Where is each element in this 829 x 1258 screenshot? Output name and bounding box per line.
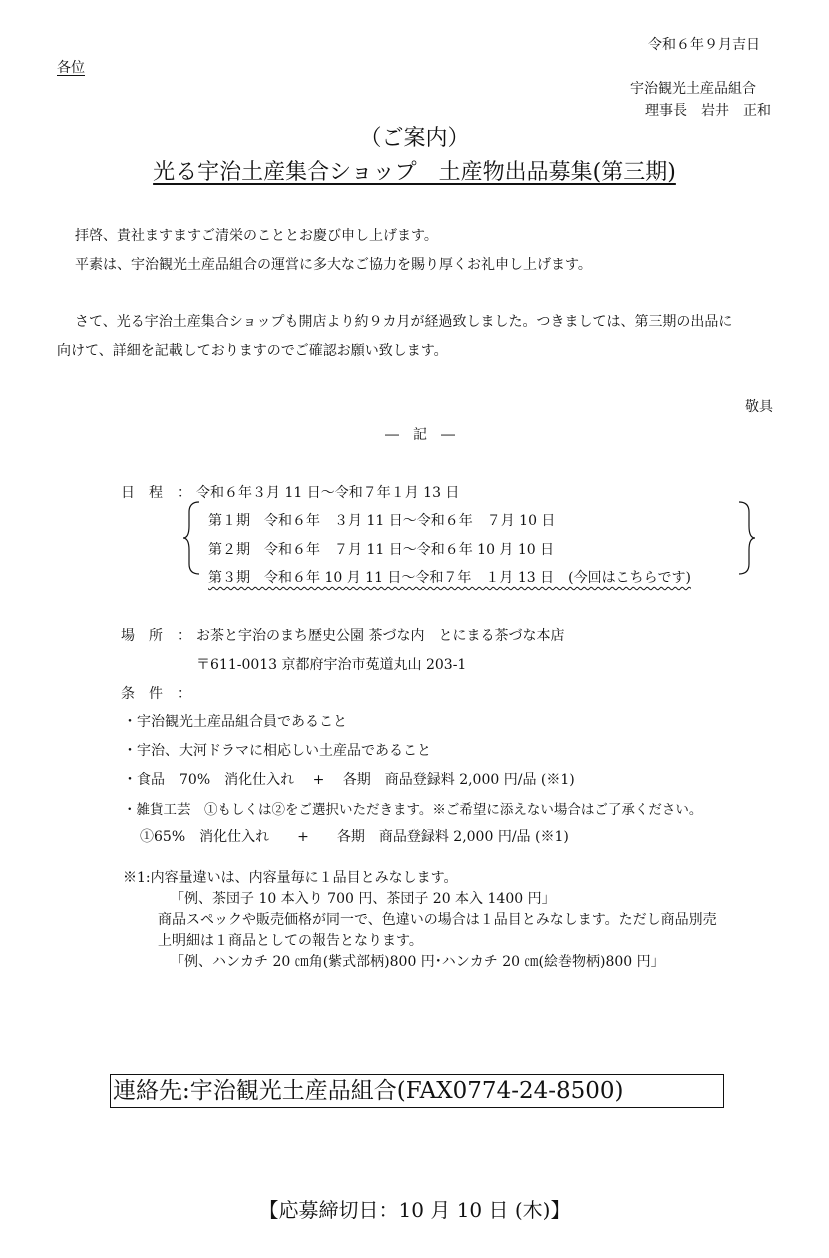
contact-box: 連絡先:宇治観光土産品組合(FAX0774-24-8500) <box>110 1074 724 1108</box>
period-3-current: 第３期 令和６年 10 月 11 日～令和７年 １月 13 日 (今回はこちらです) <box>208 570 691 586</box>
note-line: 「例、茶団子 10 本入り 700 円、茶団子 20 本入 1400 円」 <box>170 891 556 907</box>
greeting-1: 拝啓、貴社ますますご清栄のこととお慶び申し上げます。 <box>75 228 438 244</box>
conditions-label: 条 件 ： <box>121 686 191 702</box>
closing: 敬具 <box>745 399 773 415</box>
condition-item: ・宇治観光土産品組合員であること <box>123 714 347 730</box>
condition-item: ・雑貨工芸 ①もしくは②をご選択いただきます。※ご希望に添えない場合はご了承ください。 <box>123 802 703 818</box>
condition-item: ①65% 消化仕入れ + 各期 商品登録料 2,000 円/品 (※1) <box>140 829 569 845</box>
note-line: ※1:内容量違いは、内容量毎に１品目とみなします。 <box>123 870 458 886</box>
deadline: 【応募締切日：10 月 10 日 (木)】 <box>258 1198 571 1222</box>
page-title: 光る宇治土産集合ショップ 土産物出品募集(第三期) <box>153 160 676 185</box>
sender-org: 宇治観光土産品組合 <box>630 81 756 97</box>
note-line: 「例、ハンカチ 20 ㎝角(紫式部柄)800 円･ハンカチ 20 ㎝(絵巻物柄)800 円」 <box>170 954 665 970</box>
body-paragraph-2: 向けて、詳細を記載しておりますのでご確認お願い致します。 <box>57 343 448 359</box>
note-line: 商品スペックや販売価格が同一で、色違いの場合は１品目とみなします。ただし商品別売 <box>158 912 717 928</box>
period-2: 第２期 令和６年 ７月 11 日～令和６年 10 月 10 日 <box>208 542 555 558</box>
notice-label: （ご案内） <box>359 126 470 151</box>
condition-item: ・宇治、大河ドラマに相応しい土産品であること <box>123 743 431 759</box>
note-line: 上明細は１商品としての報告となります。 <box>158 933 423 949</box>
schedule-label: 日 程 ： <box>121 485 191 501</box>
place-address: 〒611-0013 京都府宇治市菟道丸山 203-1 <box>196 657 467 673</box>
greeting-2: 平素は、宇治観光土産品組合の運営に多大なご協力を賜り厚くお礼申し上げます。 <box>75 257 592 273</box>
place-label: 場 所 ： <box>121 628 191 644</box>
place-name: お茶と宇治のまち歴史公園 茶づな内 とにまる茶づな本店 <box>196 628 565 644</box>
period-1: 第１期 令和６年 ３月 11 日～令和６年 ７月 10 日 <box>208 513 556 529</box>
ki-heading: ― 記 ― <box>385 427 455 443</box>
recipient: 各位 <box>57 60 85 76</box>
sender-chair: 理事長 岩井 正和 <box>645 103 771 119</box>
body-paragraph-1: さて、光る宇治土産集合ショップも開店より約９カ月が経過致しました。つきましては、第三期の出品に <box>75 314 733 330</box>
condition-item: ・食品 70% 消化仕入れ + 各期 商品登録料 2,000 円/品 (※1) <box>123 772 575 788</box>
schedule-range: 令和６年３月 11 日～令和７年１月 13 日 <box>196 485 460 501</box>
issue-date: 令和６年９月吉日 <box>648 37 760 53</box>
